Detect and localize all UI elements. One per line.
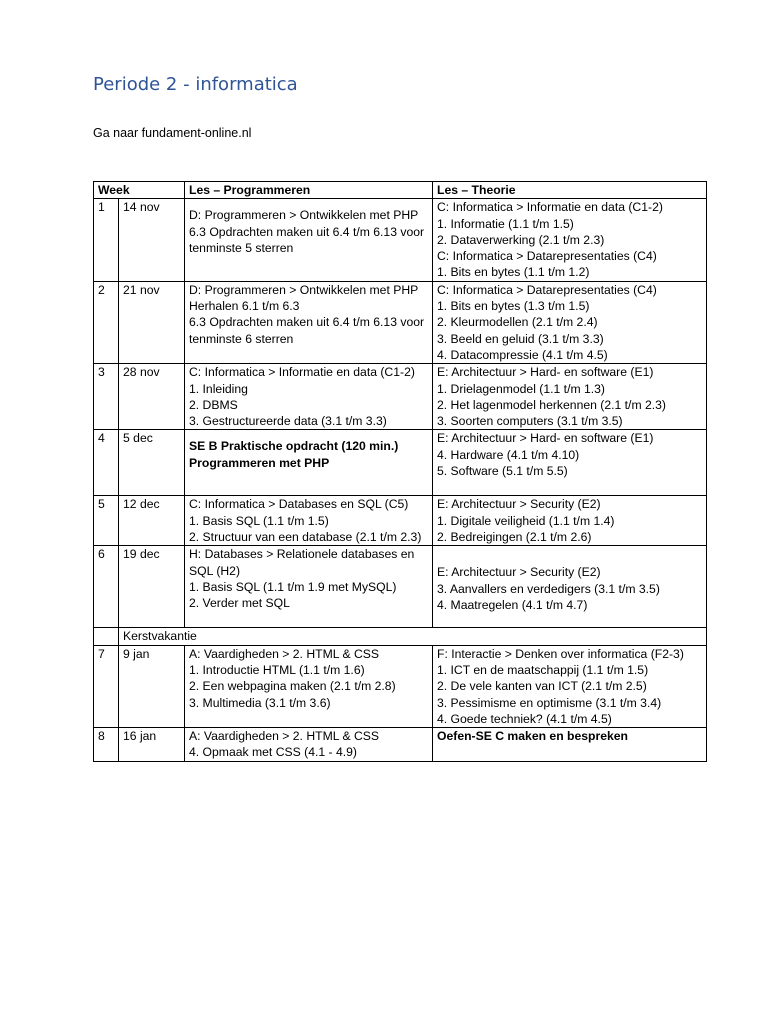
table-header-row bbox=[94, 182, 707, 199]
programmeren-line: Programmeren met PHP bbox=[189, 455, 330, 470]
schedule-table bbox=[93, 181, 707, 762]
week-date: 16 jan bbox=[119, 728, 185, 762]
theorie-line: C: Informatica > Datarepresentaties (C4) bbox=[437, 282, 657, 297]
theorie-line: 3. Pessimisme en optimisme (3.1 t/m 3.4) bbox=[437, 695, 662, 710]
theorie-line: 3. Aanvallers en verdedigers (3.1 t/m 3.5) bbox=[437, 581, 660, 596]
table-row bbox=[94, 281, 707, 363]
table-row bbox=[94, 496, 707, 546]
programmeren-line: 2. Verder met SQL bbox=[189, 596, 290, 611]
theorie-line: 4. Hardware (4.1 t/m 4.10) bbox=[437, 447, 580, 462]
programmeren-line: 1. Introductie HTML (1.1 t/m 1.6) bbox=[189, 662, 365, 677]
week-number: 2 bbox=[94, 281, 119, 363]
programmeren-line: 2. Structuur van een database (2.1 t/m 2.3) bbox=[189, 530, 422, 545]
theorie-line: C: Informatica > Datarepresentaties (C4) bbox=[437, 249, 657, 264]
theorie-line: 2. De vele kanten van ICT (2.1 t/m 2.5) bbox=[437, 679, 647, 694]
theorie-cell bbox=[433, 728, 707, 762]
week-number: 8 bbox=[94, 728, 119, 762]
table-row bbox=[94, 199, 707, 281]
programmeren-cell bbox=[185, 645, 433, 727]
theorie-line: 1. Informatie (1.1 t/m 1.5) bbox=[437, 216, 574, 231]
header-theorie: Les – Theorie bbox=[433, 182, 707, 199]
programmeren-line: H: Databases > Relationele databases en SQL (H2) bbox=[189, 547, 415, 578]
week-date: 9 jan bbox=[119, 645, 185, 727]
programmeren-line: 1. Basis SQL (1.1 t/m 1.9 met MySQL) bbox=[189, 579, 397, 594]
theorie-line: Oefen-SE C maken en bespreken bbox=[437, 729, 629, 744]
programmeren-cell bbox=[185, 199, 433, 281]
theorie-line: E: Architectuur > Security (E2) bbox=[437, 565, 601, 580]
programmeren-line: 6.3 Opdrachten maken uit 6.4 t/m 6.13 voor tenminste 5 sterren bbox=[189, 224, 425, 255]
programmeren-cell bbox=[185, 546, 433, 628]
theorie-line: 2. Bedreigingen (2.1 t/m 2.6) bbox=[437, 530, 592, 545]
theorie-line: 4. Goede techniek? (4.1 t/m 4.5) bbox=[437, 711, 612, 726]
theorie-line: 1. Bits en bytes (1.1 t/m 1.2) bbox=[437, 265, 590, 280]
theorie-line: 1. Bits en bytes (1.3 t/m 1.5) bbox=[437, 299, 590, 314]
week-number bbox=[94, 628, 119, 645]
table-row bbox=[94, 645, 707, 727]
week-number: 5 bbox=[94, 496, 119, 546]
intro-text: Ga naar fundament-online.nl bbox=[93, 126, 252, 140]
header-programmeren: Les – Programmeren bbox=[185, 182, 433, 199]
programmeren-line: 1. Inleiding bbox=[189, 381, 248, 396]
theorie-line: E: Architectuur > Hard- en software (E1) bbox=[437, 365, 654, 380]
theorie-line: F: Interactie > Denken over informatica (F2-3) bbox=[437, 646, 684, 661]
programmeren-line: A: Vaardigheden > 2. HTML & CSS bbox=[189, 729, 380, 744]
theorie-line: 1. Drielagenmodel (1.1 t/m 1.3) bbox=[437, 381, 605, 396]
theorie-line: E: Architectuur > Security (E2) bbox=[437, 497, 601, 512]
programmeren-line: 6.3 Opdrachten maken uit 6.4 t/m 6.13 voor tenminste 6 sterren bbox=[189, 315, 425, 346]
table-row bbox=[94, 546, 707, 628]
theorie-line: 2. Dataverwerking (2.1 t/m 2.3) bbox=[437, 232, 605, 247]
programmeren-line: C: Informatica > Informatie en data (C1-2) bbox=[189, 365, 415, 380]
page-title: Periode 2 - informatica bbox=[93, 74, 298, 95]
programmeren-cell bbox=[185, 496, 433, 546]
theorie-cell bbox=[433, 645, 707, 727]
theorie-cell bbox=[433, 199, 707, 281]
week-number: 6 bbox=[94, 546, 119, 628]
theorie-cell bbox=[433, 496, 707, 546]
theorie-line: 2. Kleurmodellen (2.1 t/m 2.4) bbox=[437, 315, 598, 330]
holiday-label: Kerstvakantie bbox=[119, 628, 707, 645]
theorie-line: 4. Datacompressie (4.1 t/m 4.5) bbox=[437, 347, 608, 362]
week-date: 28 nov bbox=[119, 364, 185, 430]
theorie-line: 1. ICT en de maatschappij (1.1 t/m 1.5) bbox=[437, 662, 649, 677]
table-row bbox=[94, 430, 707, 496]
table-row-holiday bbox=[94, 628, 707, 645]
table-row bbox=[94, 364, 707, 430]
programmeren-cell bbox=[185, 364, 433, 430]
programmeren-line: D: Programmeren > Ontwikkelen met PHP bbox=[189, 282, 419, 297]
week-number: 1 bbox=[94, 199, 119, 281]
programmeren-line: D: Programmeren > Ontwikkelen met PHP bbox=[189, 208, 419, 223]
programmeren-line: 1. Basis SQL (1.1 t/m 1.5) bbox=[189, 513, 329, 528]
programmeren-line: Herhalen 6.1 t/m 6.3 bbox=[189, 299, 300, 314]
theorie-cell bbox=[433, 364, 707, 430]
week-date: 19 dec bbox=[119, 546, 185, 628]
programmeren-line: 4. Opmaak met CSS (4.1 - 4.9) bbox=[189, 745, 357, 760]
programmeren-cell bbox=[185, 281, 433, 363]
week-number: 4 bbox=[94, 430, 119, 496]
week-date: 14 nov bbox=[119, 199, 185, 281]
programmeren-line: C: Informatica > Databases en SQL (C5) bbox=[189, 497, 409, 512]
theorie-cell bbox=[433, 430, 707, 496]
programmeren-cell bbox=[185, 728, 433, 762]
programmeren-cell bbox=[185, 430, 433, 496]
programmeren-line: 3. Gestructureerde data (3.1 t/m 3.3) bbox=[189, 414, 387, 429]
week-number: 7 bbox=[94, 645, 119, 727]
programmeren-line: 2. Een webpagina maken (2.1 t/m 2.8) bbox=[189, 679, 396, 694]
theorie-line: E: Architectuur > Hard- en software (E1) bbox=[437, 431, 654, 446]
theorie-line: 3. Beeld en geluid (3.1 t/m 3.3) bbox=[437, 331, 604, 346]
theorie-cell bbox=[433, 546, 707, 628]
theorie-line: C: Informatica > Informatie en data (C1-2) bbox=[437, 200, 663, 215]
theorie-line: 4. Maatregelen (4.1 t/m 4.7) bbox=[437, 597, 588, 612]
programmeren-line: SE B Praktische opdracht (120 min.) bbox=[189, 439, 399, 454]
theorie-line: 5. Software (5.1 t/m 5.5) bbox=[437, 464, 568, 479]
theorie-line: 1. Digitale veiligheid (1.1 t/m 1.4) bbox=[437, 513, 615, 528]
programmeren-line: 2. DBMS bbox=[189, 397, 238, 412]
week-date: 5 dec bbox=[119, 430, 185, 496]
programmeren-line: A: Vaardigheden > 2. HTML & CSS bbox=[189, 646, 380, 661]
week-date: 21 nov bbox=[119, 281, 185, 363]
week-number: 3 bbox=[94, 364, 119, 430]
table-row bbox=[94, 728, 707, 762]
theorie-line: 2. Het lagenmodel herkennen (2.1 t/m 2.3) bbox=[437, 397, 666, 412]
programmeren-line: 3. Multimedia (3.1 t/m 3.6) bbox=[189, 695, 331, 710]
week-date: 12 dec bbox=[119, 496, 185, 546]
header-week: Week bbox=[94, 182, 185, 199]
theorie-line: 3. Soorten computers (3.1 t/m 3.5) bbox=[437, 414, 623, 429]
theorie-cell bbox=[433, 281, 707, 363]
